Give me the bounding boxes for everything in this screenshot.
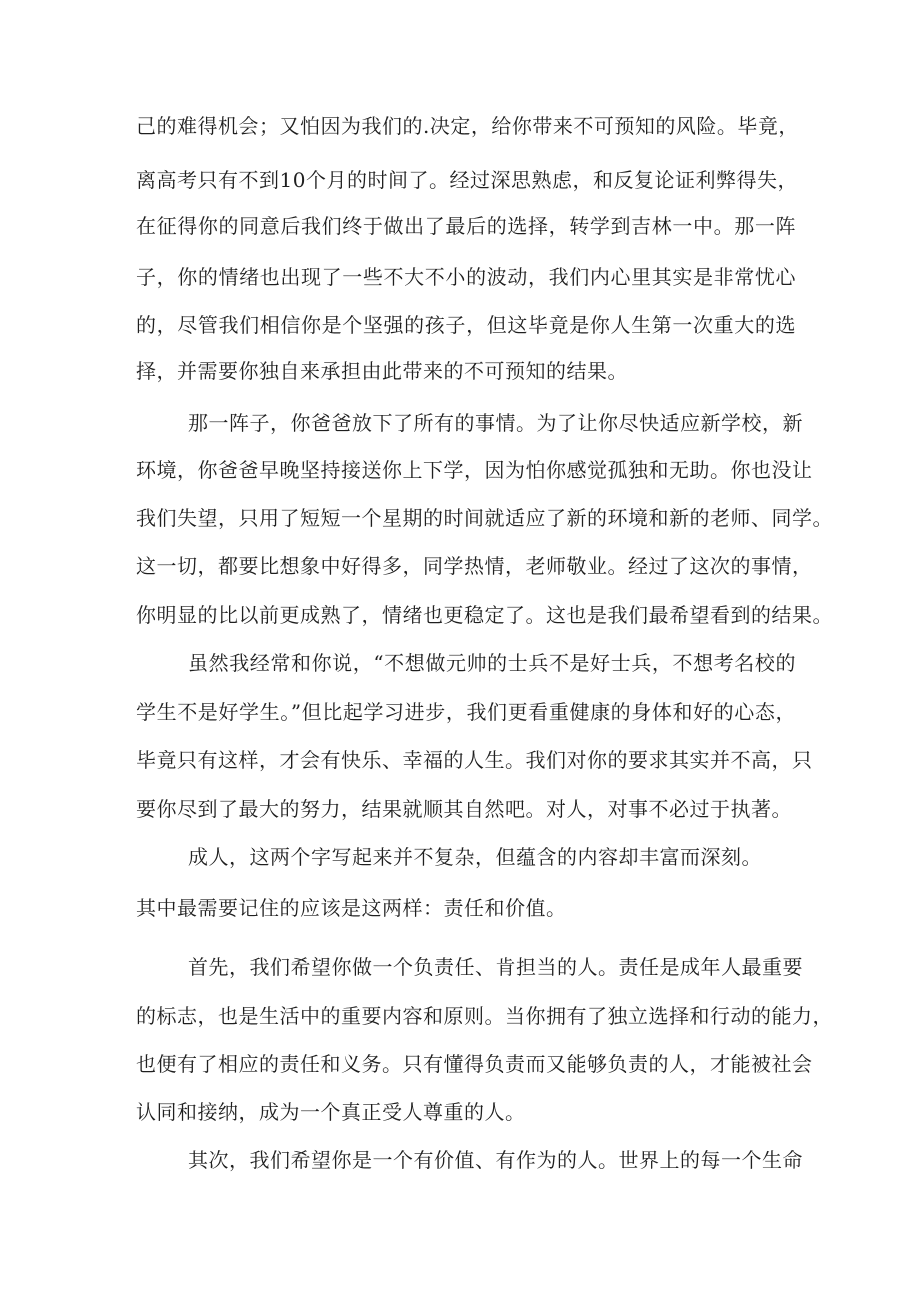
text-line: 也便有了相应的责任和义务。只有懂得负责而又能够负责的人，才能被社会 [136,1052,813,1076]
text-line: 学生不是好学生。”但比起学习进步，我们更看重健康的身体和好的心态， [136,700,796,724]
paragraph-first-line: 其次，我们希望你是一个有价值、有作为的人。世界上的每一个生命 [188,1148,803,1172]
text-line: 择，并需要你独自来承担由此带来的不可预知的结果。 [136,359,628,383]
text-line: 的，尽管我们相信你是个坚强的孩子，但这毕竟是你人生第一次重大的选 [136,313,796,337]
text-line: 毕竟只有这样，才会有快乐、幸福的人生。我们对你的要求其实并不高，只 [136,748,813,772]
text-line: 这一切，都要比想象中好得多，同学热情，老师敬业。经过了这次的事情， [136,554,813,578]
text-line: 己的难得机会；又怕因为我们的.决定，给你带来不可预知的风险。毕竟， [136,114,799,138]
paragraph-first-line: 虽然我经常和你说，“不想做元帅的士兵不是好士兵，不想考名校的 [188,651,796,675]
text-line: 其中最需要记住的应该是这两样：责任和价值。 [136,896,567,920]
text-line: 我们失望，只用了短短一个星期的时间就适应了新的环境和新的老师、同学。 [136,506,833,530]
text-line: 你明显的比以前更成熟了，情绪也更稳定了。这也是我们最希望看到的结果。 [136,603,833,627]
paragraph-first-line: 成人，这两个字写起来并不复杂，但蕴含的内容却丰富而深刻。 [188,845,762,869]
text-line: 离高考只有不到10个月的时间了。经过深思熟虑，和反复论证利弊得失， [136,168,798,192]
text-line: 环境，你爸爸早晚坚持接送你上下学，因为怕你感觉孤独和无助。你也没让 [136,458,813,482]
text-line: 的标志，也是生活中的重要内容和原则。当你拥有了独立选择和行动的能力， [136,1004,833,1028]
text-line: 在征得你的同意后我们终于做出了最后的选择，转学到吉林一中。那一阵 [136,214,796,238]
text-line: 认同和接纳，成为一个真正受人尊重的人。 [136,1100,526,1124]
paragraph-first-line: 首先，我们希望你做一个负责任、肯担当的人。责任是成年人最重要 [188,955,803,979]
text-line: 要你尽到了最大的努力，结果就顺其自然吧。对人，对事不必过于执著。 [136,797,792,821]
paragraph-first-line: 那一阵子，你爸爸放下了所有的事情。为了让你尽快适应新学校，新 [188,411,803,435]
text-line: 子，你的情绪也出现了一些不大不小的波动，我们内心里其实是非常忧心 [136,265,796,289]
